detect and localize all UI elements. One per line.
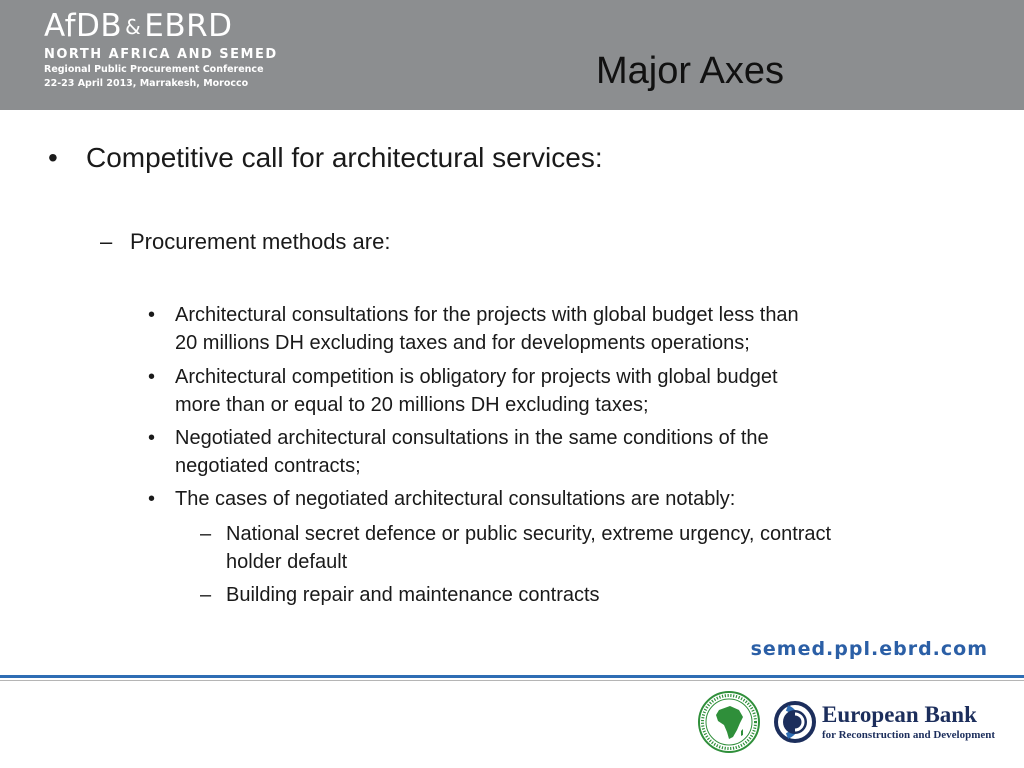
ebrd-logo: [773, 700, 817, 749]
bullet-level1: [48, 140, 603, 176]
list-item: [148, 485, 736, 513]
brand-afdb: AfDB: [44, 8, 123, 44]
bullet-level2: [100, 228, 391, 256]
item-line: Architectural competition is obligatory for projects with global budget: [175, 366, 778, 388]
ebrd-emblem-icon: [773, 700, 817, 744]
brand-ampersand: &: [125, 15, 142, 39]
bullet-marker: •: [148, 304, 156, 326]
item-line: Architectural consultations for the projects with global budget less than: [175, 304, 799, 326]
footer-divider-thin: [0, 680, 1024, 681]
bullet-marker: •: [148, 427, 156, 449]
brand-subtitle: NORTH AFRICA AND SEMED: [44, 47, 278, 62]
sub-list-item: [200, 581, 600, 609]
bullet-text: Competitive call for architectural services:: [86, 142, 603, 173]
item-line: National secret defence or public security, extreme urgency, contract: [226, 523, 832, 545]
slide-title: Major Axes: [596, 50, 784, 92]
bullet-marker: •: [148, 366, 156, 388]
bullet-marker: •: [48, 142, 58, 173]
item-line: Negotiated architectural consultations in the same conditions of the: [175, 427, 769, 449]
list-item: [148, 424, 769, 480]
list-item: [148, 363, 778, 419]
website-link[interactable]: semed.ppl.ebrd.com: [750, 638, 988, 660]
brand-ebrd: EBRD: [144, 8, 233, 44]
conference-date: 22-23 April 2013, Marrakesh, Morocco: [44, 78, 249, 89]
item-line: Building repair and maintenance contracts: [226, 584, 600, 606]
dash-marker: –: [200, 523, 212, 545]
brand-name: [44, 8, 278, 45]
item-line: 20 millions DH excluding taxes and for developments operations;: [175, 332, 750, 354]
conference-name: Regional Public Procurement Conference: [44, 64, 264, 75]
dash-marker: –: [100, 229, 113, 254]
ebrd-subtitle: for Reconstruction and Development: [822, 729, 996, 741]
bullet-text: Procurement methods are:: [130, 229, 391, 254]
afdb-logo: [697, 690, 761, 759]
bullet-marker: •: [148, 488, 156, 510]
list-item: [148, 301, 799, 357]
item-line: The cases of negotiated architectural consultations are notably:: [175, 488, 736, 510]
item-line: holder default: [226, 551, 348, 573]
conference-brand: [44, 8, 278, 91]
header-bar: [0, 0, 1024, 110]
item-line: more than or equal to 20 millions DH excluding taxes;: [175, 394, 649, 416]
ebrd-name: European Bank: [822, 702, 977, 727]
dash-marker: –: [200, 584, 212, 606]
footer-divider: [0, 675, 1024, 678]
africa-emblem-icon: [697, 690, 761, 754]
sub-list-item: [200, 520, 832, 576]
item-line: negotiated contracts;: [175, 455, 361, 477]
